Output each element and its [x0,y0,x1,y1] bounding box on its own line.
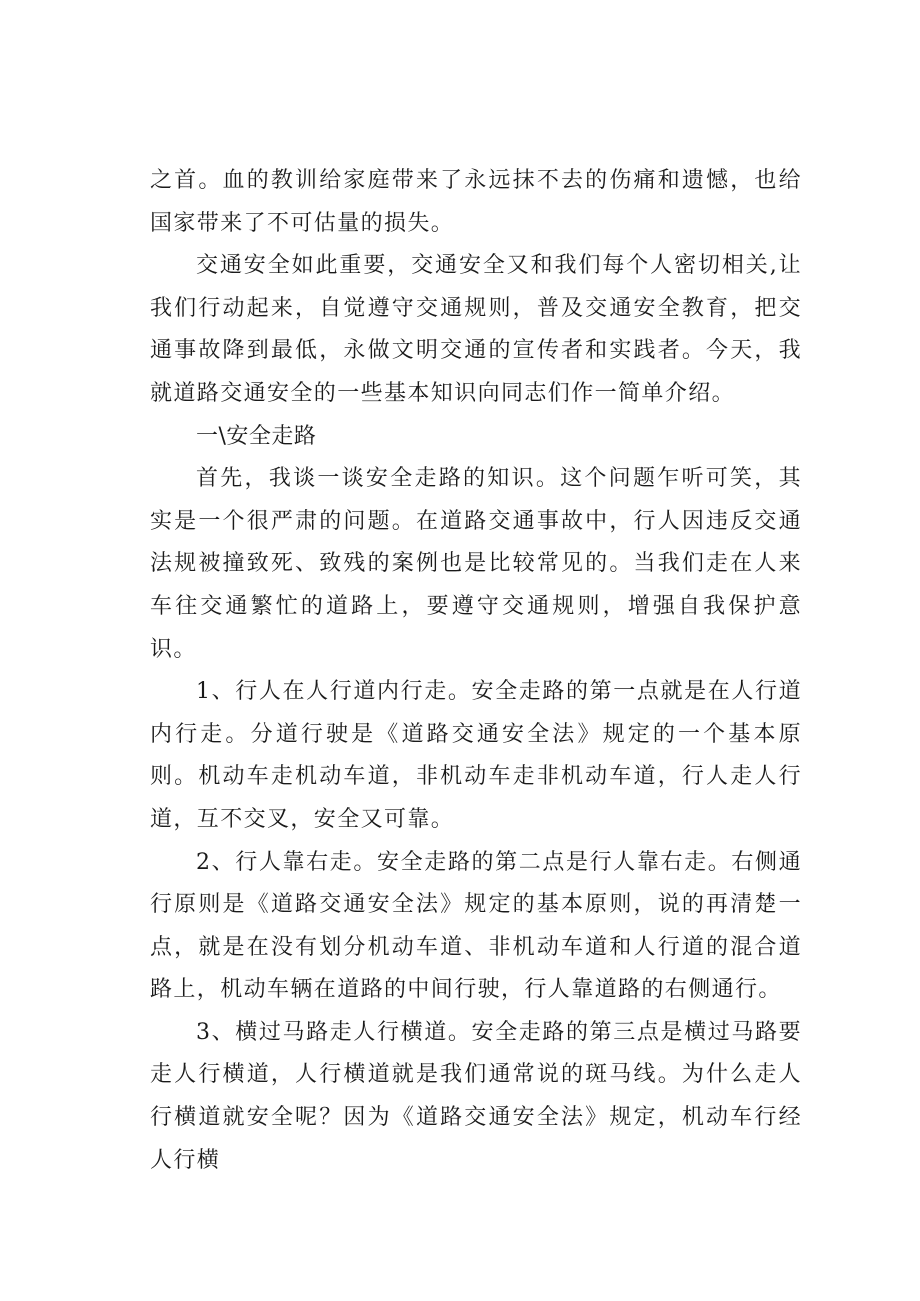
paragraph-point-1-sidewalk: 1、行人在人行道内行走。安全走路的第一点就是在人行道内行走。分道行驶是《道路交通安全法》规定的一个基本原则。机动车走机动车道，非机动车走非机动车道，行人走人行道，互不交叉，安全又可靠。 [150,679,802,832]
paragraph-continuation: 之首。血的教训给家庭带来了永远抹不去的伤痛和遗憾，也给国家带来了不可估量的损失。 [150,168,802,236]
section-heading-safe-walking: 一\安全走路 [196,423,317,449]
paragraph-traffic-safety-importance: 交通安全如此重要，交通安全又和我们每个人密切相关,让我们行动起来，自觉遵守交通规则，普及交通安全教育，把交通事故降到最低，永做文明交通的宣传者和实践者。今天，我就道路交通安全的一些基本知识向同志们作一简单介绍。 [150,253,802,406]
paragraph-safe-walking-intro: 首先，我谈一谈安全走路的知识。这个问题乍听可笑，其实是一个很严肃的问题。在道路交通事故中，行人因违反交通法规被撞致死、致残的案例也是比较常见的。当我们走在人来车往交通繁忙的道路上，要遵守交通规则，增强自我保护意识。 [150,466,802,662]
paragraph-point-2-keep-right: 2、行人靠右走。安全走路的第二点是行人靠右走。右侧通行原则是《道路交通安全法》规定的基本原则，说的再清楚一点，就是在没有划分机动车道、非机动车道和人行道的混合道路上，机动车辆在道路的中间行驶，行人靠道路的右侧通行。 [150,849,802,1003]
document-body [150,160,802,1182]
paragraph-point-3-crosswalk: 3、横过马路走人行横道。安全走路的第三点是横过马路要走人行横道，人行横道就是我们通常说的斑马线。为什么走人行横道就安全呢？因为《道路交通安全法》规定，机动车行经人行横 [150,1019,802,1173]
